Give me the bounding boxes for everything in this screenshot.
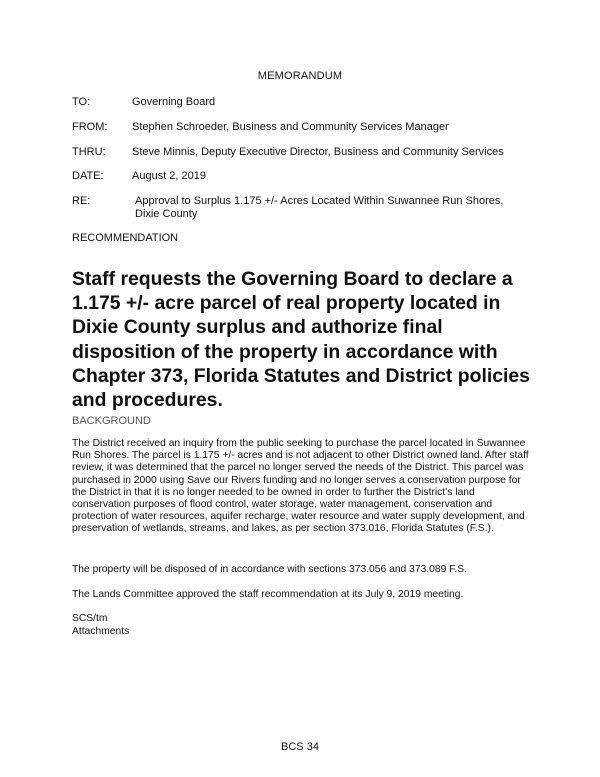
thru-label: THRU:	[72, 146, 106, 158]
re-label: RE:	[72, 195, 91, 207]
recommendation-heading: RECOMMENDATION	[72, 232, 179, 244]
thru-value: Steve Minnis, Deputy Executive Director, Business and Community Services	[132, 146, 504, 158]
background-paragraph-1: The District received an inquiry from the public seeking to purchase the parcel located in Suwannee Run Shores. The parcel is 1.175 +/- acres and is not adjacent to other District owned land. After staff review, it was determined that the parcel no longer served the needs of the District. This parcel was purchased in 2000 using Save our Rivers funding and no longer serves a conservation purpose for the District in that it is no longer needed to be owned in order to further the District’s land conservation purposes of flood control, water storage, water management, conservation and protection of water resources, aquifer recharge, water resource and water supply development, and preservation of wetlands, streams, and lakes, as per section 373.016, Florida Statutes (F.S.).	[72, 438, 529, 535]
background-heading: BACKGROUND	[72, 415, 151, 427]
to-value: Governing Board	[132, 96, 216, 108]
signoff-attachments: Attachments	[72, 625, 130, 637]
to-label: TO:	[72, 96, 91, 108]
signoff-initials: SCS/tm	[72, 613, 108, 624]
memo-title: MEMORANDUM	[257, 70, 343, 82]
background-paragraph-2: The property will be disposed of in accordance with sections 373.056 and 373.089 F.S.	[72, 564, 467, 575]
recommendation-text: Staff requests the Governing Board to declare a 1.175 +/- acre parcel of real property located in Dixie County surplus and authorize final disposition of the property in accordance with Chapter 373, Florida Statutes and District policies and procedures.	[72, 268, 530, 412]
date-value: August 2, 2019	[132, 170, 207, 182]
page-footer: BCS 34	[281, 741, 319, 753]
date-label: DATE:	[72, 170, 104, 182]
signoff-block	[72, 613, 129, 638]
from-label: FROM:	[72, 121, 108, 133]
from-value: Stephen Schroeder, Business and Community Services Manager	[132, 121, 449, 133]
re-value: Approval to Surplus 1.175 +/- Acres Located Within Suwannee Run Shores, Dixie County	[135, 195, 504, 220]
background-paragraph-3: The Lands Committee approved the staff recommendation at its July 9, 2019 meeting.	[72, 589, 464, 600]
